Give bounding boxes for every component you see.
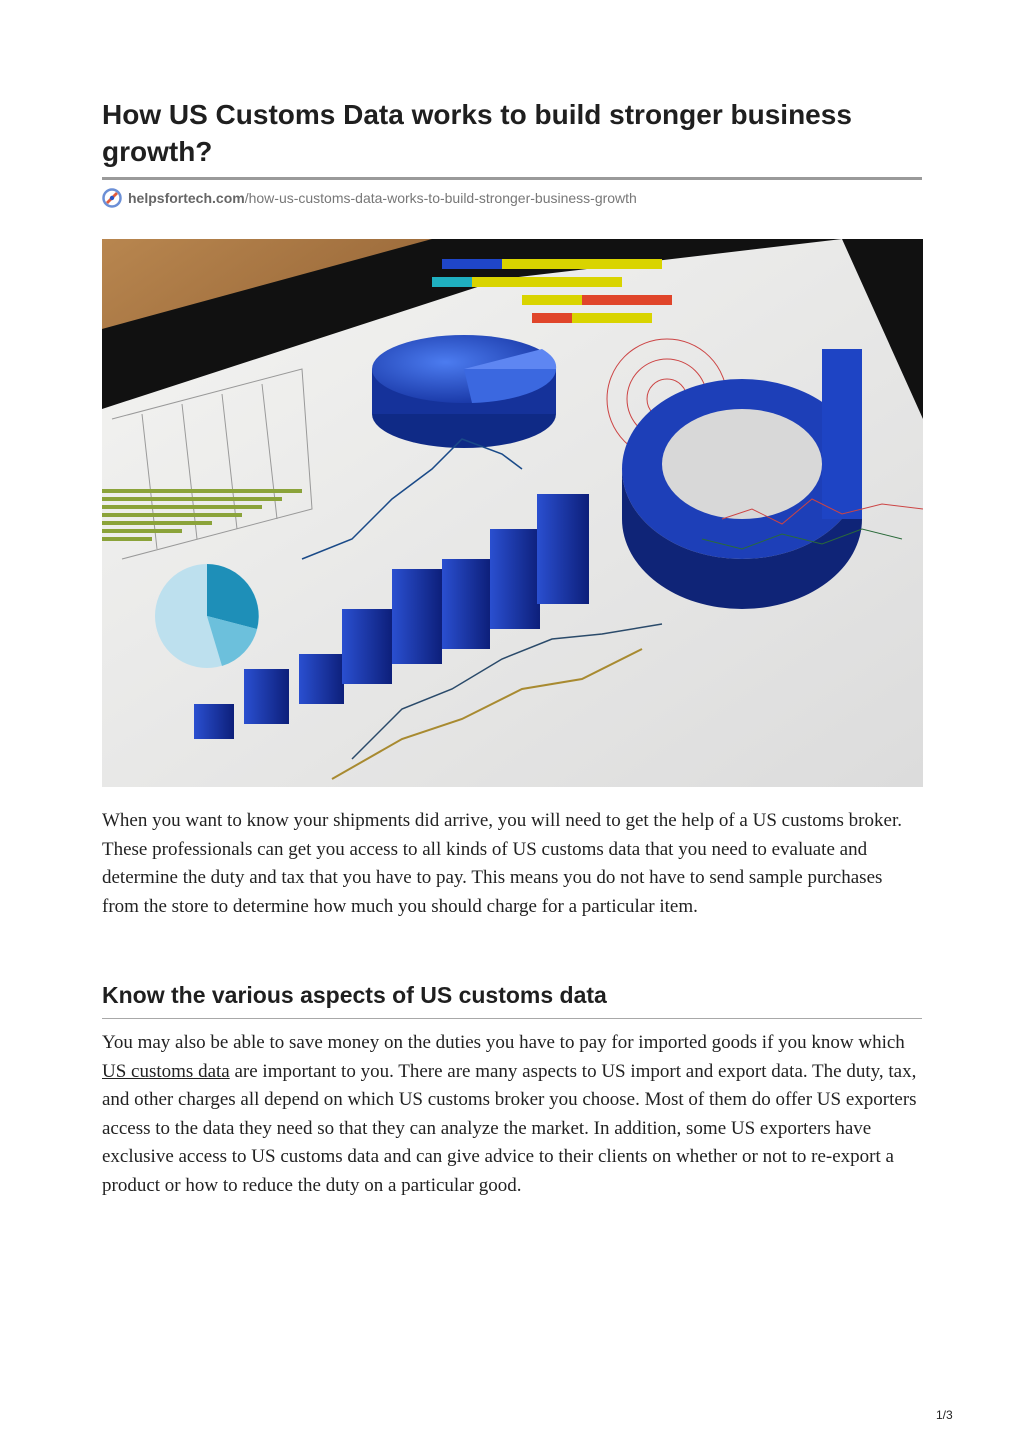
us-customs-data-link[interactable]: US customs data bbox=[102, 1060, 230, 1082]
source-path[interactable]: /how-us-customs-data-works-to-build-stronger-business-growth bbox=[244, 190, 637, 206]
page-number: 1/3 bbox=[936, 1408, 953, 1422]
site-favicon-icon bbox=[102, 188, 122, 208]
paragraph-aspects-after: are important to you. There are many aspects to US import and export data. The duty, tax, and other charges all depend on which US customs broker you choose. Most of them do offer US exporters access to the data they need so that they can analyze the market. In addition, some US exporters have exclusive access to US customs data and can give advice to their clients on whether or not to re-export a product or how to reduce the duty on a particular good. bbox=[102, 1060, 917, 1196]
section-heading: Know the various aspects of US customs data bbox=[102, 982, 607, 1008]
paragraph-aspects bbox=[102, 1029, 922, 1201]
title-divider bbox=[102, 177, 922, 180]
page-title: How US Customs Data works to build stronger business growth? bbox=[102, 99, 852, 167]
business-charts-photo bbox=[102, 239, 923, 787]
section-divider bbox=[102, 1018, 922, 1019]
hero-image bbox=[102, 239, 923, 787]
source-line bbox=[102, 188, 637, 208]
source-domain[interactable]: helpsfortech.com bbox=[128, 190, 245, 206]
paragraph-aspects-before: You may also be able to save money on the duties you have to pay for imported goods if you know which bbox=[102, 1032, 905, 1053]
paragraph-intro: When you want to know your shipments did arrive, you will need to get the help of a US customs broker. These professionals can get you access to all kinds of US customs data that you need to evaluate and determine the duty and tax that you have to pay. This means you do not have to send sample purchases from the store to determine how much you should charge for a particular item. bbox=[102, 810, 902, 917]
